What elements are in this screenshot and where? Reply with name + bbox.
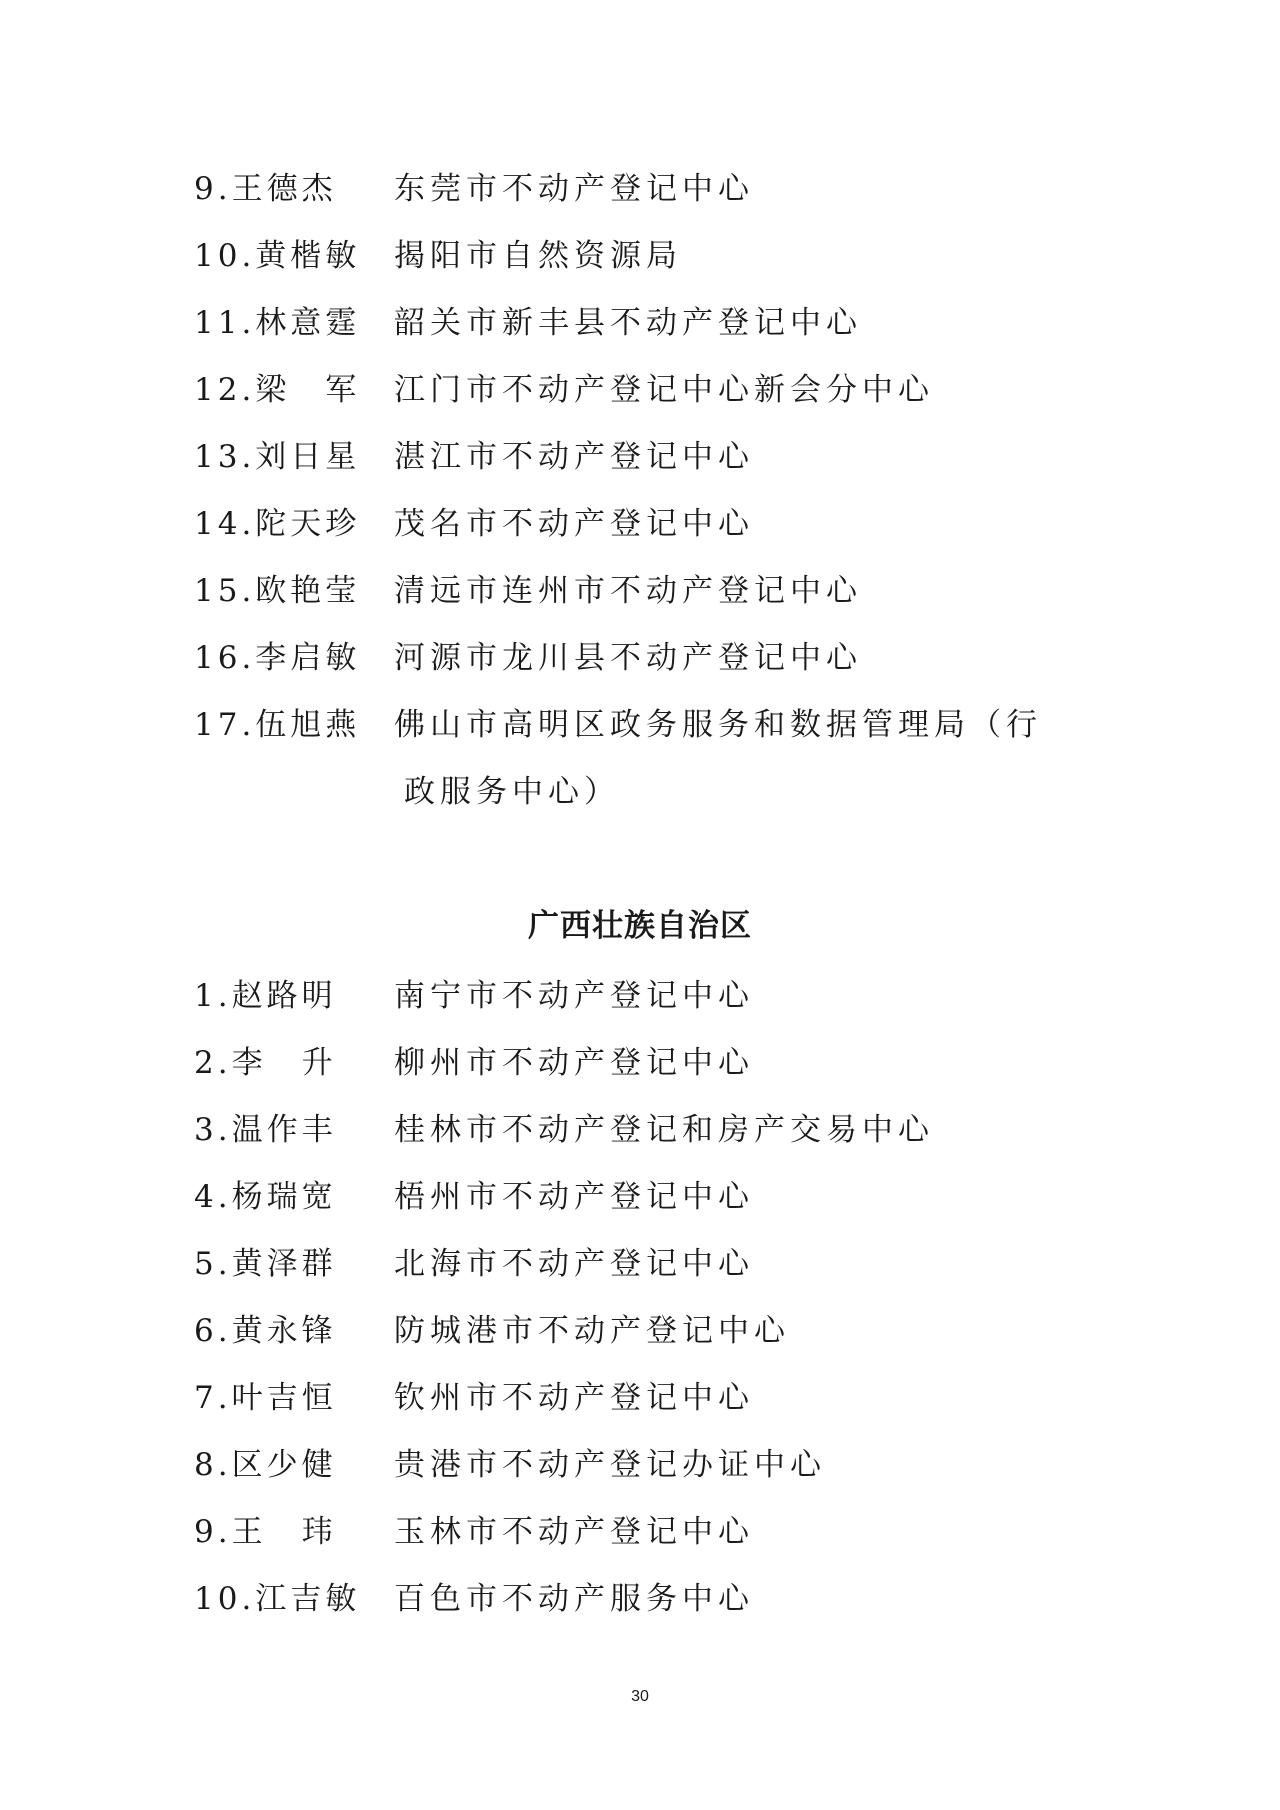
organization-continuation: 政服务中心） [404,774,620,810]
guangxi-list [194,963,1094,1633]
organization: 防城港市不动产登记中心 [394,1313,790,1349]
list-item-continuation [194,759,1094,826]
organization: 茂名市不动产登记中心 [394,506,754,542]
organization: 钦州市不动产登记中心 [394,1380,754,1416]
person-name: 10.江吉敏 [194,1581,361,1617]
person-name: 7.叶吉恒 [194,1380,337,1416]
organization: 佛山市高明区政务服务和数据管理局（行 [394,707,1042,743]
organization: 百色市不动产服务中心 [394,1581,754,1617]
list-item [194,1097,1094,1164]
organization: 柳州市不动产登记中心 [394,1045,754,1081]
person-name: 16.李启敏 [194,640,361,676]
organization: 贵港市不动产登记办证中心 [394,1447,826,1483]
person-name: 9.王德杰 [194,171,337,207]
person-name: 12.梁 军 [194,372,361,408]
list-item [194,558,1094,625]
person-name: 14.陀天珍 [194,506,361,542]
organization: 东莞市不动产登记中心 [394,171,754,207]
list-item [194,1499,1094,1566]
person-name: 3.温作丰 [194,1112,337,1148]
organization: 桂林市不动产登记和房产交易中心 [394,1112,934,1148]
person-name: 1.赵路明 [194,978,337,1014]
person-name: 5.黄泽群 [194,1246,337,1282]
list-item [194,1164,1094,1231]
list-item [194,625,1094,692]
list-item [194,963,1094,1030]
organization: 清远市连州市不动产登记中心 [394,573,862,609]
person-name: 6.黄永锋 [194,1313,337,1349]
list-item [194,424,1094,491]
person-name: 9.王 玮 [194,1514,337,1550]
organization: 揭阳市自然资源局 [394,238,682,274]
guangdong-list [194,156,1094,826]
list-item [194,1298,1094,1365]
organization: 南宁市不动产登记中心 [394,978,754,1014]
organization: 韶关市新丰县不动产登记中心 [394,305,862,341]
person-name: 17.伍旭燕 [194,707,361,743]
list-item [194,1231,1094,1298]
list-item [194,1566,1094,1633]
organization: 北海市不动产登记中心 [394,1246,754,1282]
list-item [194,491,1094,558]
section-heading: 广西壮族自治区 [528,908,752,944]
list-item [194,1365,1094,1432]
person-name: 8.区少健 [194,1447,337,1483]
list-item [194,1432,1094,1499]
organization: 湛江市不动产登记中心 [394,439,754,475]
organization: 河源市龙川县不动产登记中心 [394,640,862,676]
organization: 梧州市不动产登记中心 [394,1179,754,1215]
person-name: 13.刘日星 [194,439,361,475]
person-name: 15.欧艳莹 [194,573,361,609]
organization: 江门市不动产登记中心新会分中心 [394,372,934,408]
list-item [194,290,1094,357]
list-item [194,1030,1094,1097]
organization: 玉林市不动产登记中心 [394,1514,754,1550]
person-name: 10.黄楷敏 [194,238,361,274]
list-item [194,223,1094,290]
list-item [194,357,1094,424]
person-name: 11.林意霆 [194,305,361,341]
list-item [194,156,1094,223]
page-number: 30 [631,1688,649,1705]
person-name: 2.李 升 [194,1045,337,1081]
person-name: 4.杨瑞宽 [194,1179,337,1215]
list-item [194,692,1094,759]
